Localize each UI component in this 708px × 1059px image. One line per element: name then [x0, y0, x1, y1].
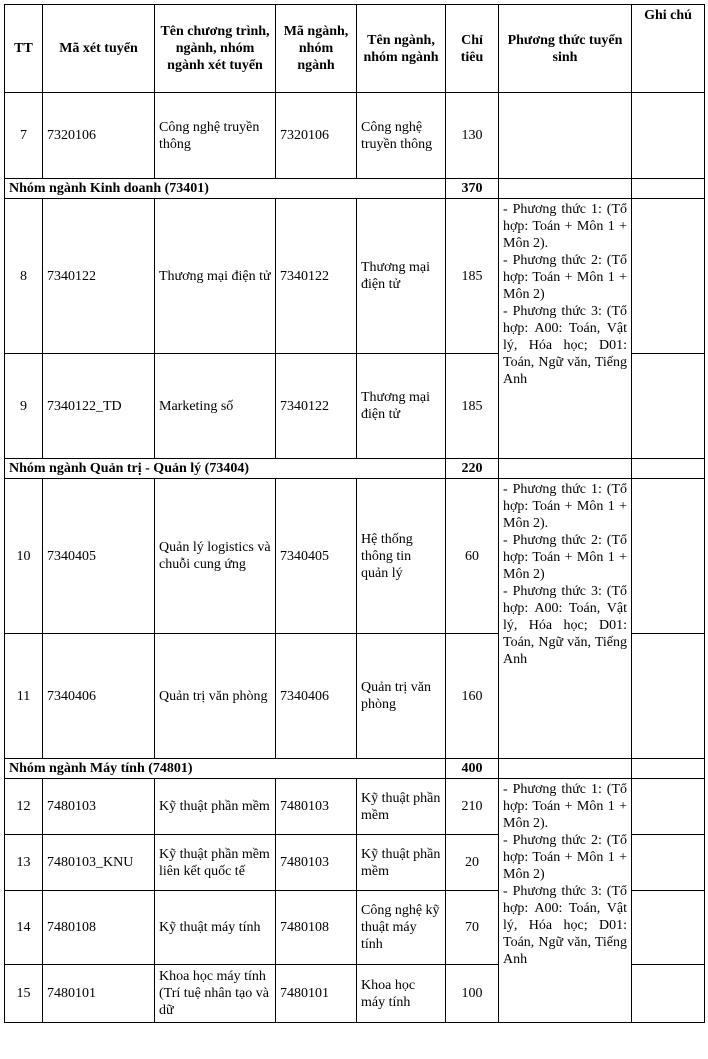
header-ma-xet-tuyen: Mã xét tuyển [43, 5, 155, 93]
header-tt: TT [5, 5, 43, 93]
cell-ma-xet-tuyen: 7320106 [43, 93, 155, 179]
header-ten-nganh: Tên ngành, nhóm ngành [357, 5, 446, 93]
group-label: Nhóm ngành Quản trị - Quản lý (73404) [5, 459, 446, 479]
cell-tt: 12 [5, 779, 43, 835]
group-row-kinh-doanh [5, 179, 705, 199]
cell-ten-chuong-trinh: Marketing số [155, 354, 276, 459]
cell-ma-nganh: 7480103 [276, 779, 357, 835]
cell-tt: 8 [5, 199, 43, 354]
cell-ma-nganh: 7480101 [276, 965, 357, 1023]
group-row-quan-tri [5, 459, 705, 479]
cell-ten-chuong-trinh: Kỹ thuật máy tính [155, 891, 276, 965]
cell-ten-chuong-trinh: Kỹ thuật phần mềm liên kết quốc tế [155, 835, 276, 891]
cell-tt: 10 [5, 479, 43, 634]
cell-ma-nganh: 7340122 [276, 199, 357, 354]
cell-tt: 14 [5, 891, 43, 965]
header-row [5, 5, 705, 93]
cell-ghi-chu [632, 779, 705, 835]
cell-chi-tieu: 160 [446, 634, 499, 759]
header-phuong-thuc: Phương thức tuyển sinh [499, 5, 632, 93]
group-total: 220 [446, 459, 499, 479]
cell-phuong-thuc [499, 759, 632, 779]
group-row-may-tinh [5, 759, 705, 779]
cell-ten-nganh: Công nghệ kỹ thuật máy tính [357, 891, 446, 965]
group-total: 370 [446, 179, 499, 199]
cell-chi-tieu: 100 [446, 965, 499, 1023]
cell-ghi-chu [632, 199, 705, 354]
cell-ma-xet-tuyen: 7480103_KNU [43, 835, 155, 891]
cell-ten-nganh: Hệ thống thông tin quản lý [357, 479, 446, 634]
cell-ghi-chu [632, 479, 705, 634]
cell-tt: 9 [5, 354, 43, 459]
cell-phuong-thuc-merged: - Phương thức 1: (Tổ hợp: Toán + Môn 1 + Môn 2). - Phương thức 2: (Tổ hợp: Toán + Môn 1 + Môn 2) - Phương thức 3: (Tổ hợp: A00: Toán, Vật lý, Hóa học; D01: Toán, Ngữ văn, Tiếng Anh [499, 479, 632, 759]
cell-phuong-thuc [499, 93, 632, 179]
cell-ten-nganh: Quản trị văn phòng [357, 634, 446, 759]
cell-phuong-thuc-merged: - Phương thức 1: (Tổ hợp: Toán + Môn 1 + Môn 2). - Phương thức 2: (Tổ hợp: Toán + Môn 1 + Môn 2) - Phương thức 3: (Tổ hợp: A00: Toán, Vật lý, Hóa học; D01: Toán, Ngữ văn, Tiếng Anh [499, 199, 632, 459]
cell-ma-nganh: 7480108 [276, 891, 357, 965]
cell-tt: 7 [5, 93, 43, 179]
cell-ten-nganh: Kỹ thuật phần mềm [357, 779, 446, 835]
group-total: 400 [446, 759, 499, 779]
cell-ma-xet-tuyen: 7340406 [43, 634, 155, 759]
cell-ma-nganh: 7340122 [276, 354, 357, 459]
header-ten-chuong-trinh: Tên chương trình, ngành, nhóm ngành xét tuyển [155, 5, 276, 93]
cell-ten-chuong-trinh: Thương mại điện tử [155, 199, 276, 354]
cell-tt: 13 [5, 835, 43, 891]
cell-ma-nganh: 7340406 [276, 634, 357, 759]
cell-ma-xet-tuyen: 7340405 [43, 479, 155, 634]
header-ghi-chu: Ghi chú [632, 5, 705, 93]
cell-ten-chuong-trinh: Quản trị văn phòng [155, 634, 276, 759]
group-label: Nhóm ngành Máy tính (74801) [5, 759, 446, 779]
cell-tt: 15 [5, 965, 43, 1023]
cell-ghi-chu [632, 634, 705, 759]
admission-table [4, 4, 705, 1023]
cell-ten-nganh: Công nghệ truyền thông [357, 93, 446, 179]
cell-ghi-chu [632, 179, 705, 199]
header-ma-nganh: Mã ngành, nhóm ngành [276, 5, 357, 93]
cell-ma-xet-tuyen: 7340122_TD [43, 354, 155, 459]
cell-phuong-thuc [499, 459, 632, 479]
header-chi-tieu: Chỉ tiêu [446, 5, 499, 93]
cell-ghi-chu [632, 965, 705, 1023]
cell-ten-chuong-trinh: Quản lý logistics và chuỗi cung ứng [155, 479, 276, 634]
cell-ten-nganh: Thương mại điện tử [357, 354, 446, 459]
cell-ghi-chu [632, 891, 705, 965]
cell-ghi-chu [632, 835, 705, 891]
cell-ma-nganh: 7340405 [276, 479, 357, 634]
cell-ma-xet-tuyen: 7480108 [43, 891, 155, 965]
table-row [5, 779, 705, 835]
cell-ten-chuong-trinh: Khoa học máy tính (Trí tuệ nhân tạo và dữ [155, 965, 276, 1023]
cell-tt: 11 [5, 634, 43, 759]
cell-ma-nganh: 7320106 [276, 93, 357, 179]
cell-ten-nganh: Thương mại điện tử [357, 199, 446, 354]
cell-ghi-chu [632, 459, 705, 479]
cell-chi-tieu: 185 [446, 354, 499, 459]
cell-ma-xet-tuyen: 7480103 [43, 779, 155, 835]
cell-chi-tieu: 60 [446, 479, 499, 634]
cell-ghi-chu [632, 93, 705, 179]
cell-chi-tieu: 20 [446, 835, 499, 891]
cell-phuong-thuc-merged: - Phương thức 1: (Tổ hợp: Toán + Môn 1 + Môn 2). - Phương thức 2: (Tổ hợp: Toán + Môn 1 + Môn 2) - Phương thức 3: (Tổ hợp: A00: Toán, Vật lý, Hóa học; D01: Toán, Ngữ văn, Tiếng Anh [499, 779, 632, 1023]
cell-ten-chuong-trinh: Công nghệ truyền thông [155, 93, 276, 179]
cell-chi-tieu: 185 [446, 199, 499, 354]
cell-ghi-chu [632, 354, 705, 459]
cell-ma-nganh: 7480103 [276, 835, 357, 891]
cell-chi-tieu: 210 [446, 779, 499, 835]
cell-ma-xet-tuyen: 7340122 [43, 199, 155, 354]
group-label: Nhóm ngành Kinh doanh (73401) [5, 179, 446, 199]
cell-phuong-thuc [499, 179, 632, 199]
cell-chi-tieu: 70 [446, 891, 499, 965]
cell-ghi-chu [632, 759, 705, 779]
cell-ma-xet-tuyen: 7480101 [43, 965, 155, 1023]
table-row [5, 479, 705, 634]
cell-ten-nganh: Kỹ thuật phần mềm [357, 835, 446, 891]
cell-chi-tieu: 130 [446, 93, 499, 179]
cell-ten-nganh: Khoa học máy tính [357, 965, 446, 1023]
cell-ten-chuong-trinh: Kỹ thuật phần mềm [155, 779, 276, 835]
table-row [5, 199, 705, 354]
table-row [5, 93, 705, 179]
